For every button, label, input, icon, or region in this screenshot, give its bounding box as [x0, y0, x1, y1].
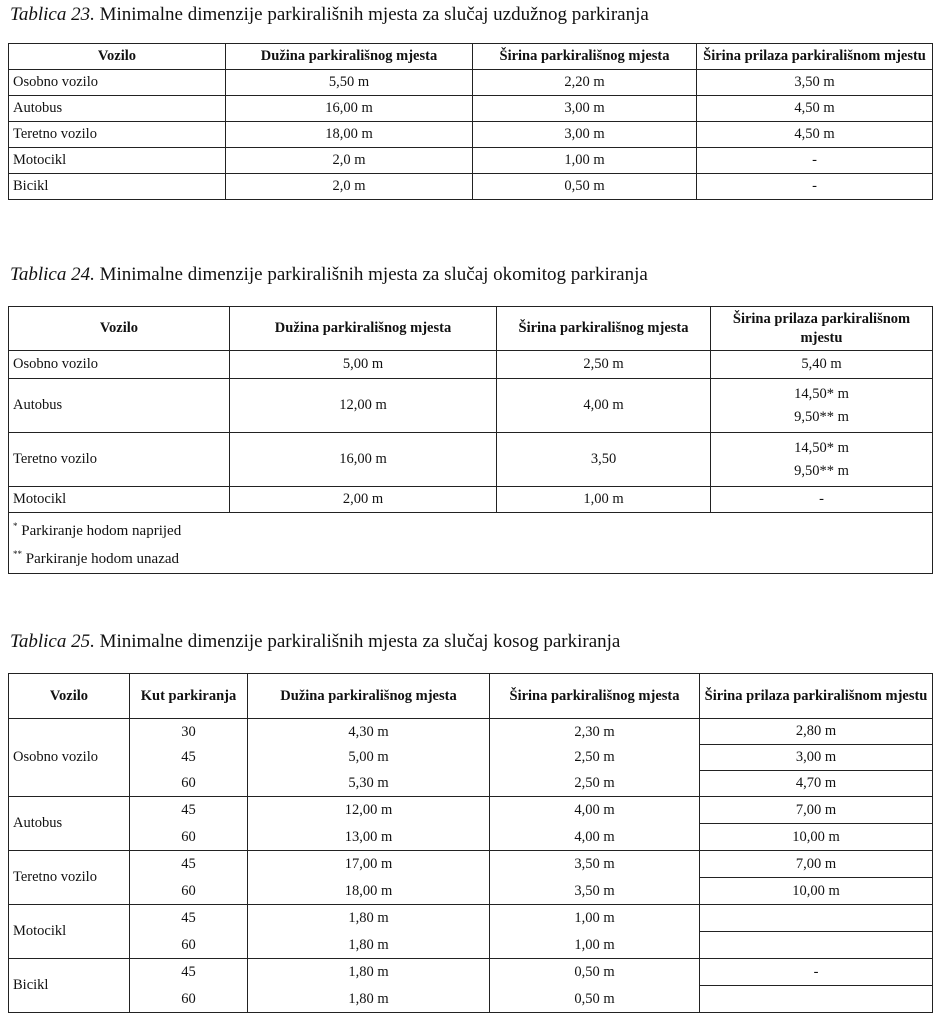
table-25-caption: Tablica 25. Minimalne dimenzije parkirališnih mjesta za slučaj kosog parkiranja — [10, 631, 621, 652]
vehicle-cell: Teretno vozilo — [9, 122, 226, 148]
column-header: Dužina parkirališnog mjesta — [248, 674, 490, 719]
width-cell: 2,20 m — [473, 70, 697, 96]
length-cell: 5,00 m — [230, 351, 497, 379]
table-notes-row — [9, 513, 933, 574]
table-23-caption: Tablica 23. Minimalne dimenzije parkirališnih mjesta za slučaj uzdužnog parkiranja — [10, 4, 649, 25]
length-cell: 18,00 m — [226, 122, 473, 148]
table-row — [9, 174, 933, 200]
access-cell — [700, 986, 933, 1013]
table-row — [9, 745, 933, 771]
length-cell: 13,00 m — [248, 824, 490, 851]
access-cell — [711, 379, 933, 433]
table-row — [9, 719, 933, 745]
access-cell: 10,00 m — [700, 878, 933, 905]
vehicle-cell: Teretno vozilo — [9, 851, 130, 905]
vehicle-cell: Motocikl — [9, 487, 230, 513]
access-cell: - — [697, 148, 933, 174]
forward-value: 14,50* m — [794, 439, 849, 456]
width-cell: 1,00 m — [490, 905, 700, 932]
width-cell: 2,50 m — [490, 745, 700, 771]
length-cell: 16,00 m — [226, 96, 473, 122]
width-cell: 2,30 m — [490, 719, 700, 745]
width-cell: 4,00 m — [490, 797, 700, 824]
access-cell: 4,50 m — [697, 122, 933, 148]
column-header: Dužina parkirališnog mjesta — [226, 44, 473, 70]
access-cell — [711, 433, 933, 487]
length-cell: 1,80 m — [248, 986, 490, 1013]
vehicle-cell: Bicikl — [9, 959, 130, 1013]
table-row — [9, 351, 933, 379]
length-cell: 2,00 m — [230, 487, 497, 513]
width-cell: 3,50 m — [490, 851, 700, 878]
table-header-row — [9, 44, 933, 70]
angle-cell: 45 — [130, 797, 248, 824]
table-row — [9, 70, 933, 96]
width-cell: 0,50 m — [473, 174, 697, 200]
table-row — [9, 824, 933, 851]
footnotes — [9, 513, 933, 574]
access-cell: 3,50 m — [697, 70, 933, 96]
length-cell: 16,00 m — [230, 433, 497, 487]
column-header: Dužina parkirališnog mjesta — [230, 307, 497, 351]
angle-cell: 60 — [130, 771, 248, 797]
width-cell: 2,50 m — [490, 771, 700, 797]
column-header: Širina parkirališnog mjesta — [490, 674, 700, 719]
angle-cell: 60 — [130, 986, 248, 1013]
angle-cell: 30 — [130, 719, 248, 745]
access-cell: 4,70 m — [700, 771, 933, 797]
table-row — [9, 905, 933, 932]
access-cell: 3,00 m — [700, 745, 933, 771]
table-row — [9, 148, 933, 174]
angle-cell: 60 — [130, 878, 248, 905]
vehicle-cell: Teretno vozilo — [9, 433, 230, 487]
vehicle-cell: Autobus — [9, 379, 230, 433]
column-header: Širina prilaza parkirališnom mjestu — [700, 674, 933, 719]
width-cell: 4,00 m — [490, 824, 700, 851]
width-cell: 2,50 m — [497, 351, 711, 379]
width-cell: 4,00 m — [497, 379, 711, 433]
length-cell: 5,30 m — [248, 771, 490, 797]
table-row — [9, 96, 933, 122]
length-cell: 2,0 m — [226, 148, 473, 174]
angle-cell: 45 — [130, 745, 248, 771]
access-cell: 5,40 m — [711, 351, 933, 379]
vehicle-cell: Motocikl — [9, 905, 130, 959]
length-cell: 5,00 m — [248, 745, 490, 771]
access-cell — [700, 905, 933, 932]
column-header: Širina parkirališnog mjesta — [497, 307, 711, 351]
access-cell: 2,80 m — [700, 719, 933, 745]
table-row — [9, 986, 933, 1013]
footnote: * Parkiranje hodom naprijed — [13, 521, 182, 539]
length-cell: 4,30 m — [248, 719, 490, 745]
table-row — [9, 771, 933, 797]
table-24 — [8, 306, 933, 574]
width-cell: 3,00 m — [473, 96, 697, 122]
table-row — [9, 379, 933, 433]
table-row — [9, 797, 933, 824]
width-cell: 1,00 m — [497, 487, 711, 513]
length-cell: 1,80 m — [248, 905, 490, 932]
angle-cell: 45 — [130, 959, 248, 986]
angle-cell: 45 — [130, 851, 248, 878]
access-cell: - — [711, 487, 933, 513]
width-cell: 0,50 m — [490, 959, 700, 986]
column-header: Vozilo — [9, 44, 226, 70]
width-cell: 0,50 m — [490, 986, 700, 1013]
table-row — [9, 959, 933, 986]
table-25 — [8, 673, 933, 1013]
access-cell: - — [700, 959, 933, 986]
table-row — [9, 487, 933, 513]
length-cell: 12,00 m — [230, 379, 497, 433]
length-cell: 18,00 m — [248, 878, 490, 905]
length-cell: 2,0 m — [226, 174, 473, 200]
column-header: Širina prilaza parkirališnom mjestu — [697, 44, 933, 70]
table-header-row — [9, 674, 933, 719]
angle-cell: 60 — [130, 932, 248, 959]
table-23 — [8, 43, 933, 200]
angle-cell: 60 — [130, 824, 248, 851]
width-cell: 3,50 m — [490, 878, 700, 905]
vehicle-cell: Osobno vozilo — [9, 70, 226, 96]
access-cell: 10,00 m — [700, 824, 933, 851]
length-cell: 12,00 m — [248, 797, 490, 824]
column-header: Širina prilaza parkirališnom mjestu — [711, 307, 933, 351]
width-cell: 1,00 m — [490, 932, 700, 959]
column-header: Vozilo — [9, 307, 230, 351]
footnote: ** Parkiranje hodom unazad — [13, 549, 180, 567]
forward-value: 14,50* m — [794, 385, 849, 402]
vehicle-cell: Osobno vozilo — [9, 719, 130, 797]
access-cell: - — [697, 174, 933, 200]
vehicle-cell: Motocikl — [9, 148, 226, 174]
access-cell: 7,00 m — [700, 797, 933, 824]
vehicle-cell: Bicikl — [9, 174, 226, 200]
table-row — [9, 433, 933, 487]
length-cell: 5,50 m — [226, 70, 473, 96]
width-cell: 3,00 m — [473, 122, 697, 148]
access-cell: 7,00 m — [700, 851, 933, 878]
table-row — [9, 878, 933, 905]
vehicle-cell: Osobno vozilo — [9, 351, 230, 379]
length-cell: 1,80 m — [248, 932, 490, 959]
width-cell: 3,50 — [497, 433, 711, 487]
reverse-value: 9,50** m — [794, 408, 849, 425]
access-cell: 4,50 m — [697, 96, 933, 122]
table-header-row — [9, 307, 933, 351]
length-cell: 1,80 m — [248, 959, 490, 986]
table-row — [9, 932, 933, 959]
reverse-value: 9,50** m — [794, 462, 849, 479]
table-24-caption: Tablica 24. Minimalne dimenzije parkirališnih mjesta za slučaj okomitog parkiranja — [10, 264, 648, 285]
table-row — [9, 122, 933, 148]
width-cell: 1,00 m — [473, 148, 697, 174]
access-cell — [700, 932, 933, 959]
vehicle-cell: Autobus — [9, 797, 130, 851]
vehicle-cell: Autobus — [9, 96, 226, 122]
length-cell: 17,00 m — [248, 851, 490, 878]
column-header: Kut parkiranja — [130, 674, 248, 719]
column-header: Širina parkirališnog mjesta — [473, 44, 697, 70]
table-row — [9, 851, 933, 878]
column-header: Vozilo — [9, 674, 130, 719]
angle-cell: 45 — [130, 905, 248, 932]
